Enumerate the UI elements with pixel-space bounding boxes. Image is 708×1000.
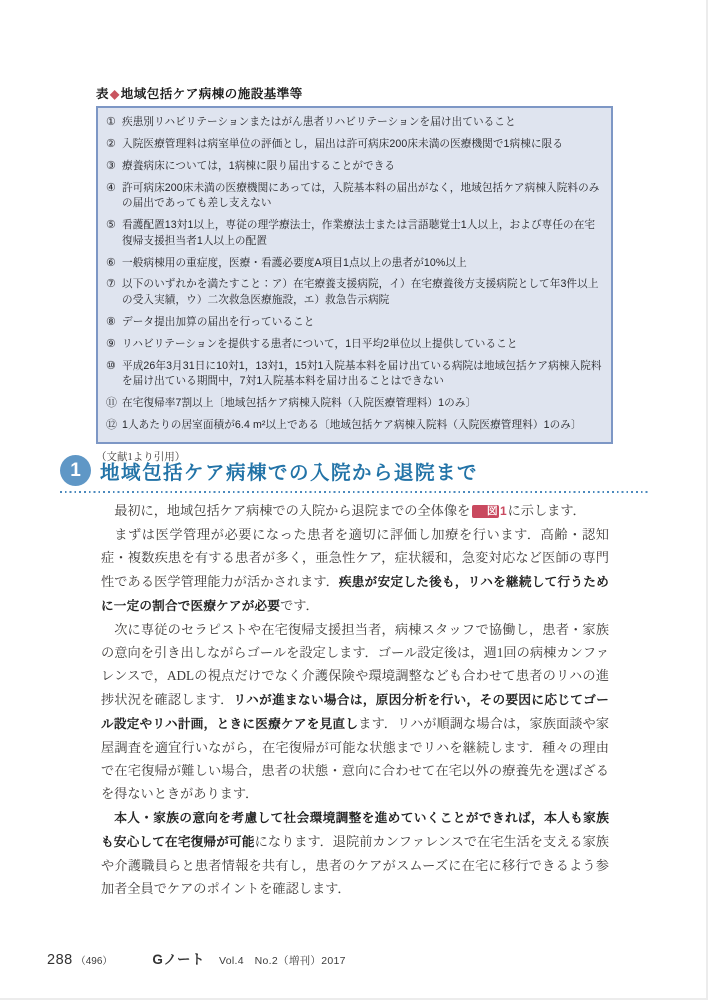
table-row <box>106 415 602 437</box>
table-row <box>106 178 602 215</box>
row-text: 入院医療管理料は病室単位の評価とし，届出は許可病床200床未満の医療機関で1病棟に限る <box>122 138 564 151</box>
text-run: 最初に，地域包括ケア病棟での入院から退院までの全体像を <box>114 503 471 518</box>
row-text: 疾患別リハビリテーションまたはがん患者リハビリテーションを届け出ていること <box>122 116 516 129</box>
paragraph <box>101 499 609 523</box>
body-text <box>101 499 609 900</box>
row-number: ④ <box>106 181 116 194</box>
table-row <box>106 393 602 415</box>
section-1 <box>60 455 648 493</box>
row-text: リハビリテーションを提供する患者について，1日平均2単位以上提供していること <box>122 337 518 350</box>
facility-standards-block <box>96 84 613 464</box>
table-row <box>106 156 602 178</box>
diamond-icon: ◆ <box>110 87 120 101</box>
table-row <box>106 312 602 334</box>
row-number: ② <box>106 138 116 151</box>
text-run: まずは医学管理が必要になった患者を適切に評価し加療を行います．高齢・認知症・複数疾患を有する患者が多く，亜急性ケア，症状緩和，急変対応など医師の専門性である医学管理能力が活かされます． <box>101 527 609 589</box>
footer-page-number: 288 <box>47 952 73 968</box>
row-text: 看護配置13対1以上，専従の理学療法士，作業療法士または言語聴覚士1人以上，および専任の在宅復帰支援担当者1人以上の配置 <box>122 219 596 247</box>
table-row <box>106 215 602 252</box>
table-row <box>106 134 602 156</box>
section-title: 地域包括ケア病棟での入院から退院まで <box>100 461 479 484</box>
table-citation: （文献1より引用） <box>96 451 186 463</box>
text-run: 次に専従のセラピストや在宅復帰支援担当者，病棟スタッフで協働し，患者・家族の意向を引き出しながらゴールを設定します．ゴール設定後は，週1回の病棟カンファレンスで，ADLの視点だけでなく介護保険や環境調整なども合わせて患者のリハの進捗状況を確認します． <box>101 622 609 707</box>
footer-page-number-sub: （496） <box>75 956 113 967</box>
bold-text-run: 本人・家族の意向を考慮して社会環境調整を進めていくことができれば，本人も家族も安心して在宅復帰が可能 <box>101 810 609 849</box>
row-number: ⑨ <box>106 337 116 350</box>
text-run: です． <box>280 597 319 613</box>
paragraph <box>101 618 609 806</box>
row-text: 平成26年3月31日に10対1，13対1，15対1入院基本料を届け出ている病院は地域包括ケア病棟入院料を届け出ている期間中，7対1入院基本料を届け出ることはできない <box>122 359 602 388</box>
table-title-prefix: 表 <box>96 87 110 101</box>
row-text: 以下のいずれかを満たすこと：ア）在宅療養支援病院，イ）在宅療養後方支援病院として年3件以上の受入実績，ウ）二次救急医療施設，エ）救急告示病院 <box>122 278 599 306</box>
table-title-text: 地域包括ケア病棟の施設基準等 <box>120 87 303 101</box>
row-number: ⑧ <box>106 315 116 328</box>
section-number-badge: 1 <box>60 455 91 486</box>
row-text: 許可病床200床未満の医療機関にあっては，入院基本料の届出がなく，地域包括ケア病棟入院料のみの届出であっても差し支えない <box>122 181 600 210</box>
row-text: データ提出加算の届出を行っていること <box>122 315 315 328</box>
row-number: ⑥ <box>106 256 116 269</box>
table-title <box>96 84 613 102</box>
row-number: ⑫ <box>106 418 117 431</box>
table-row <box>106 274 602 311</box>
row-number: ① <box>106 116 116 129</box>
footer-journal-title: Gノート <box>152 952 205 967</box>
figure-ref-number: 1 <box>499 504 507 518</box>
row-text: 一般病棟用の重症度，医療・看護必要度A項目1点以上の患者が10%以上 <box>122 256 467 269</box>
section-dotted-rule <box>60 491 648 493</box>
text-run: になります．退院前カンファレンスで在宅生活を支える家族や介護職員らと患者情報を共有し，患者のケアがスムーズに在宅に移行できるよう参加者全員でケアのポイントを確認します． <box>101 833 609 897</box>
paragraph <box>101 523 609 618</box>
bold-text-run: リハが進まない場合は，原因分析を行い，その要因に応じてゴール設定やリハ計画，ときに医療ケアを見直し <box>101 692 609 731</box>
table-row <box>106 112 602 134</box>
row-number: ⑩ <box>106 359 116 372</box>
page-footer <box>47 948 346 968</box>
text-run: ます．リハが順調な場合は，家族面談や家屋調査を適宜行いながら，在宅復帰が可能な状態までリハを継続します．種々の理由で在宅復帰が難しい場合，患者の状態・意向に合わせて在宅以外の療養先を選ばざるを得ないときがあります． <box>101 715 610 802</box>
row-text: 在宅復帰率7割以上〔地域包括ケア病棟入院料（入院医療管理料）1のみ〕 <box>122 396 477 409</box>
row-number: ③ <box>106 159 116 172</box>
row-number: ⑤ <box>106 219 116 232</box>
row-text: 療養病床については，1病棟に限り届出することができる <box>122 159 396 172</box>
footer-issue-info: Vol.4 No.2（増刊）2017 <box>219 955 346 967</box>
row-number: ⑦ <box>106 278 116 291</box>
paragraph <box>101 806 609 901</box>
row-text: 1人あたりの居室面積が6.4 m²以上である〔地域包括ケア病棟入院料（入院医療管理料）1のみ〕 <box>122 418 582 431</box>
section-heading <box>60 455 648 486</box>
table-row <box>106 252 602 274</box>
row-number: ⑪ <box>106 396 117 409</box>
bold-text-run: 疾患が安定した後も，リハを継続して行うために一定の割合で医療ケアが必要 <box>101 574 609 613</box>
facility-standards-table <box>96 106 613 444</box>
figure-ref-badge: 図 <box>472 505 499 518</box>
table-row <box>106 334 602 356</box>
text-run: に示します． <box>507 503 586 518</box>
table-row <box>106 355 602 392</box>
